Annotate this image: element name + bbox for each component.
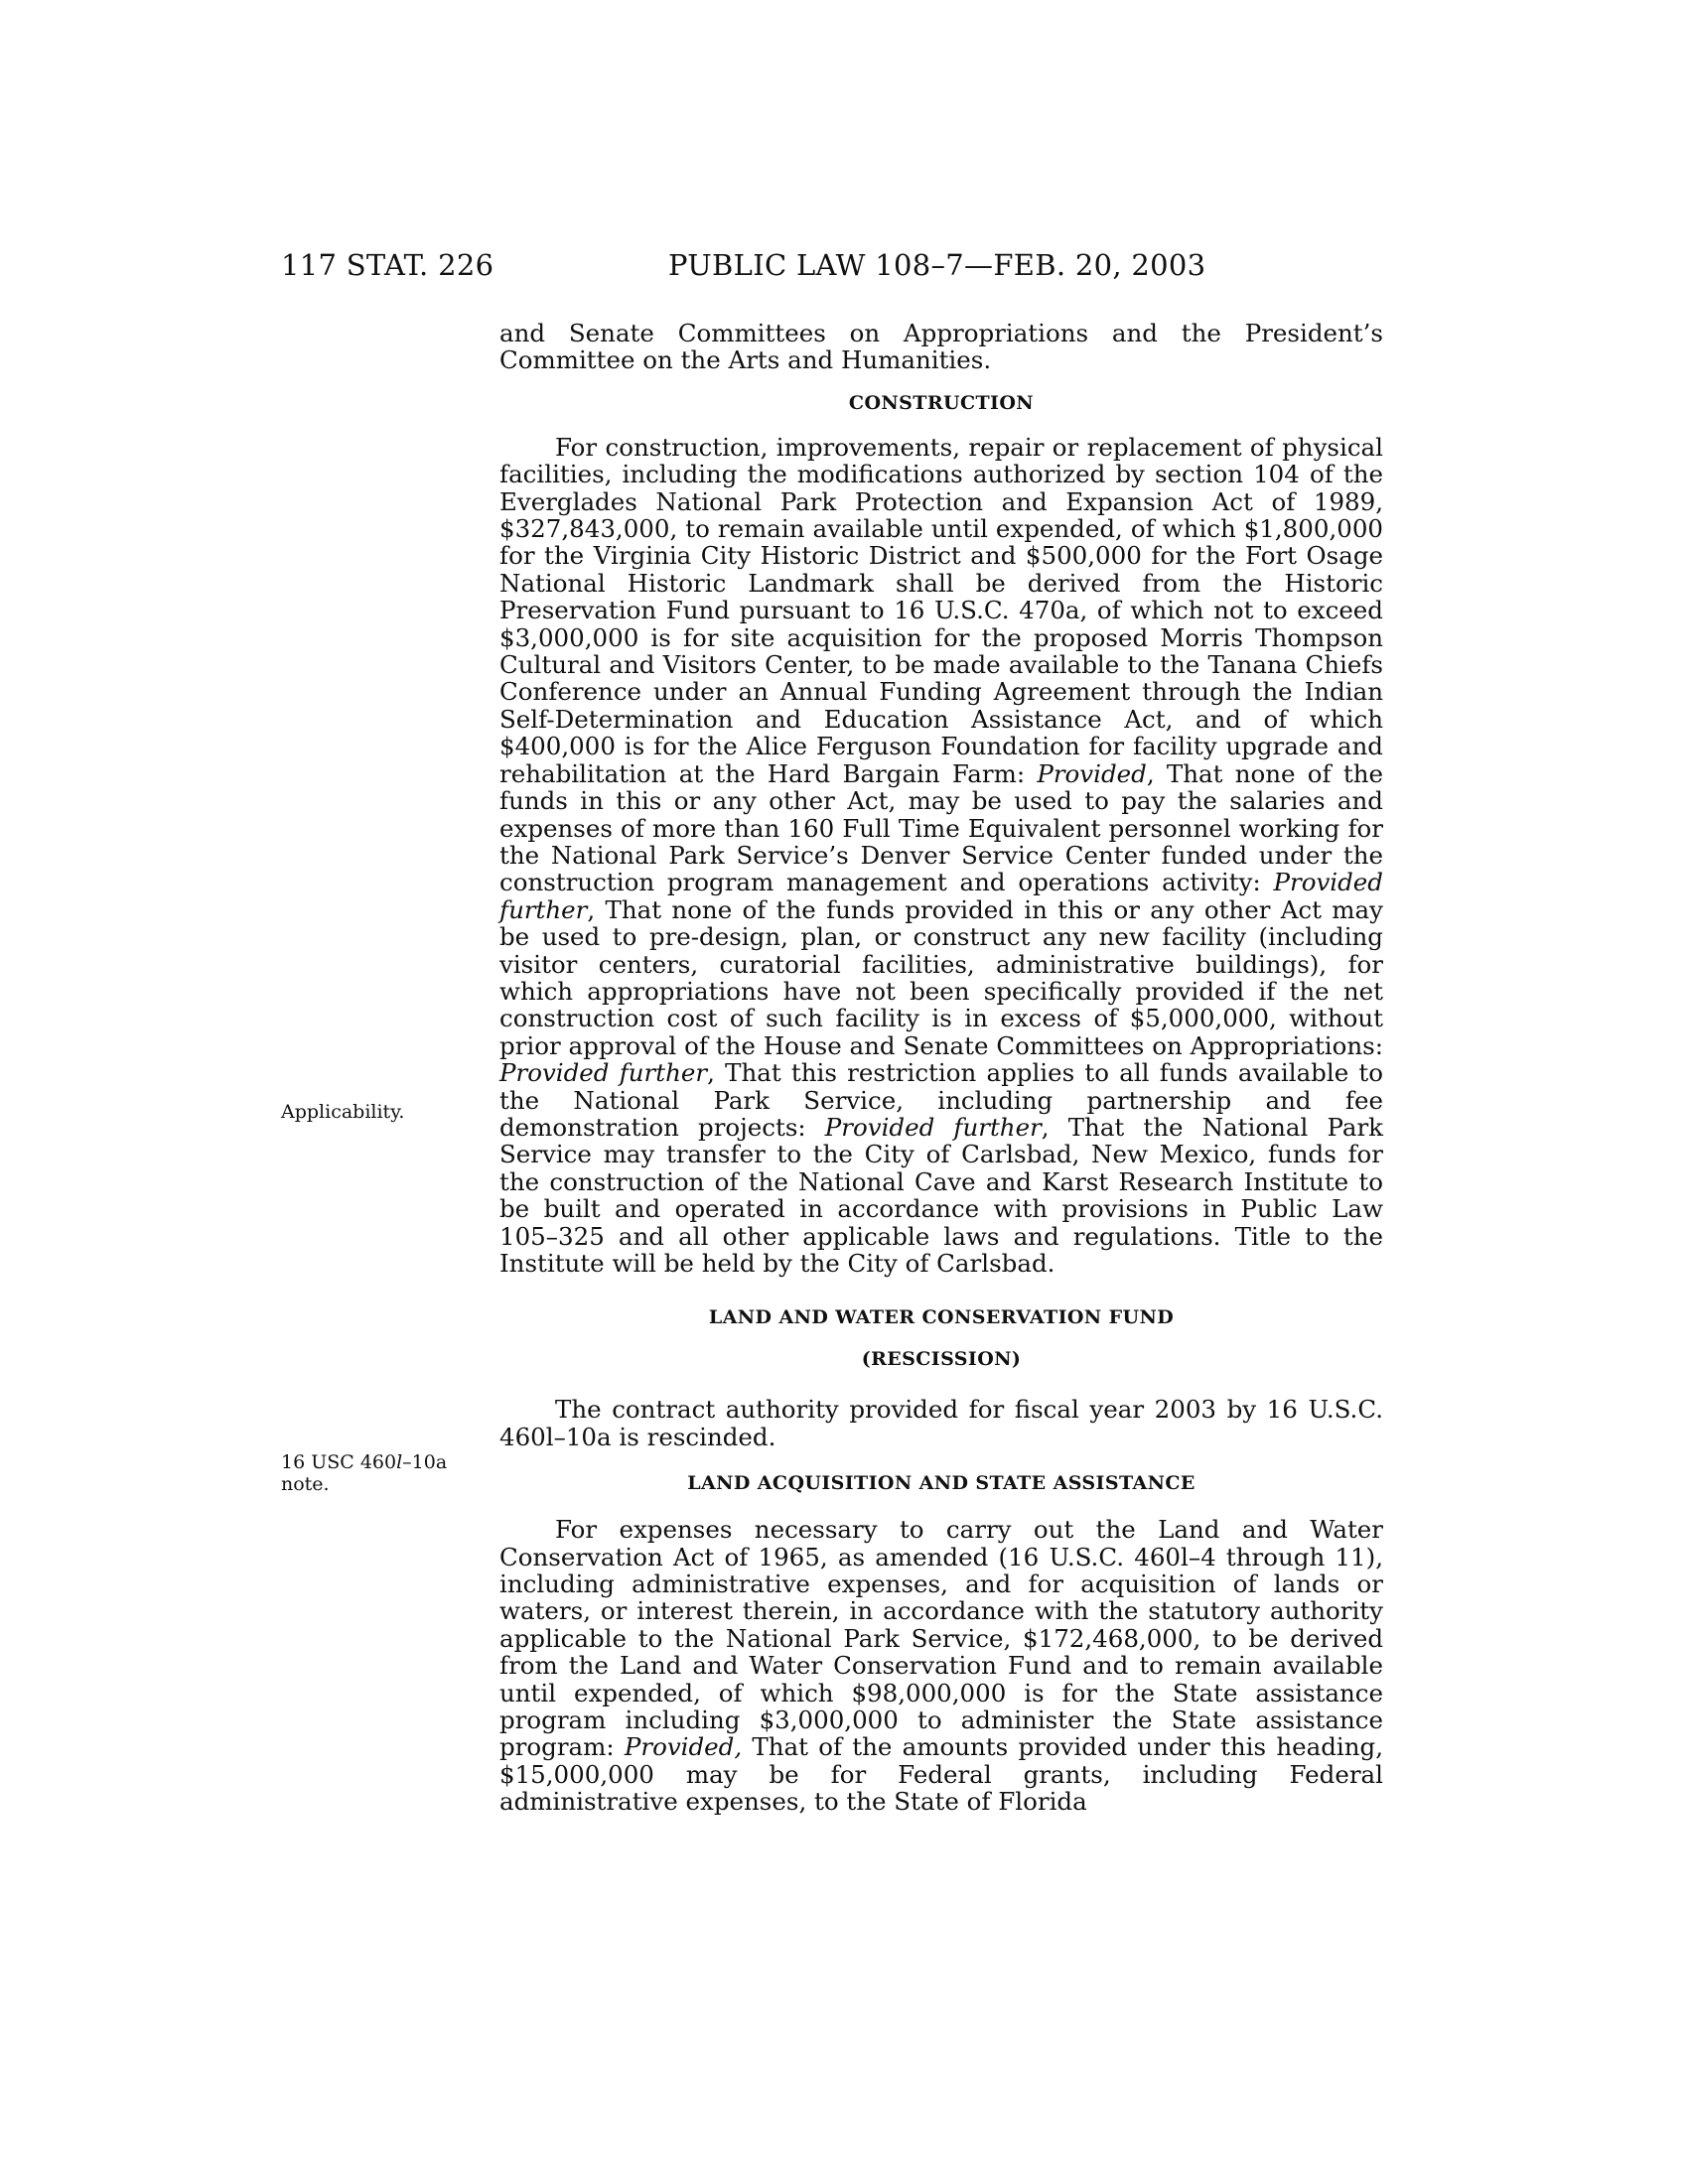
statute-page-number: 117 STAT. 226 — [281, 248, 494, 282]
margin-note-usc-italic: l — [396, 1451, 403, 1473]
public-law-citation: PUBLIC LAW 108–7—FEB. 20, 2003 — [668, 248, 1206, 282]
land-acquisition-text-1: For expenses necessary to carry out the Land and Water Conservation Act of 1965, as amended (16 U.S.C. 460l–4 through 11), including administrative expenses, and for acquisition of lands or waters, or interest therein, in accordance with the statutory authority applicable to the National Park Service, $172,468,000, to be derived from the Land and Water Conservation Fund and to remain available until expended, of which $98,000,000 is for the State assistance program including $3,000,000 to administer the State assistance program: — [499, 1515, 1383, 1762]
provided-2: Provided, — [624, 1732, 743, 1762]
provided-further-1: Provided further — [499, 868, 1383, 924]
construction-text-5: , That the National Park Service may transfer to the City of Carlsbad, New Mexico, funds for the construction of the National Cave and Karst Research Institute to be built and operated in accordance with provisions in Public Law 105–325 and all other applicable laws and regulations. Title to the Institute will be held by the City of Carlsbad. — [499, 1112, 1384, 1278]
construction-text-4: , That this restriction applies to all funds available to the National Park Service, including partnership and fee demonstration projects: — [499, 1058, 1384, 1142]
provided-further-3: Provided further — [824, 1112, 1042, 1142]
margin-note-usc-prefix: 16 USC 460 — [281, 1451, 397, 1473]
construction-text-2: , That none of the funds in this or any other Act, may be used to pay the salaries and expenses of more than 160 Full Time Equivalent personnel working for the National Park Service’s Denver Service Center funded under the construction program management and operations activity: — [499, 758, 1383, 897]
heading-land-water-conservation-fund: LAND AND WATER CONSERVATION FUND — [708, 1306, 1175, 1329]
land-acquisition-paragraph — [499, 1516, 1383, 1815]
margin-note-usc — [281, 1451, 447, 1495]
margin-note-applicability: Applicability. — [281, 1101, 405, 1123]
intro-paragraph: and Senate Committees on Appropriations and the President’s Committee on the Arts and Humanities. — [499, 319, 1383, 375]
construction-paragraph — [499, 434, 1383, 1278]
construction-text-1: For construction, improvements, repair or replacement of physical facilities, including the modifications authorized by section 104 of the Everglades National Park Protection and Expansion Act of 1989, $327,843,000, to remain available until expended, of which $1,800,000 for the Virginia City Historic District and $500,000 for the Fort Osage National Historic Landmark shall be derived from the Historic Preservation Fund pursuant to 16 U.S.C. 470a, of which not to exceed $3,000,000 is for site acquisition for the proposed Morris Thompson Cultural and Visitors Center, to be made available to the Tanana Chiefs Conference under an Annual Funding Agreement through the Indian Self-Determination and Education Assistance Act, and of which $400,000 is for the Alice Ferguson Foundation for facility upgrade and rehabilitation at the Hard Bargain Farm: — [499, 432, 1383, 788]
margin-note-usc-note: note. — [281, 1473, 330, 1495]
provided-1: Provided — [1037, 758, 1147, 788]
main-text-column — [499, 320, 1383, 1816]
provided-further-2: Provided further — [499, 1058, 708, 1088]
heading-rescission: (RESCISSION) — [861, 1348, 1022, 1371]
margin-note-usc-suffix: –10a — [402, 1451, 448, 1473]
rescission-paragraph: The contract authority provided for fiscal year 2003 by 16 U.S.C. 460l–10a is rescinded. — [499, 1395, 1383, 1451]
construction-text-3: , That none of the funds provided in this or any other Act may be used to pre-design, plan, or construct any new facility (including visitor centers, curatorial facilities, administrative buildings), for which appropriations have not been specifically provided if the net construction cost of such facility is in excess of $5,000,000, without prior approval of the House and Senate Committees on Appropriations: — [499, 894, 1383, 1060]
heading-land-acquisition: LAND ACQUISITION AND STATE ASSISTANCE — [687, 1472, 1196, 1495]
land-acquisition-text-2: That of the amounts provided under this heading, $15,000,000 may be for Federal grants, including Federal administrative expenses, to the State of Florida — [499, 1732, 1383, 1817]
running-header — [0, 248, 1688, 288]
heading-construction: CONSTRUCTION — [848, 391, 1035, 414]
